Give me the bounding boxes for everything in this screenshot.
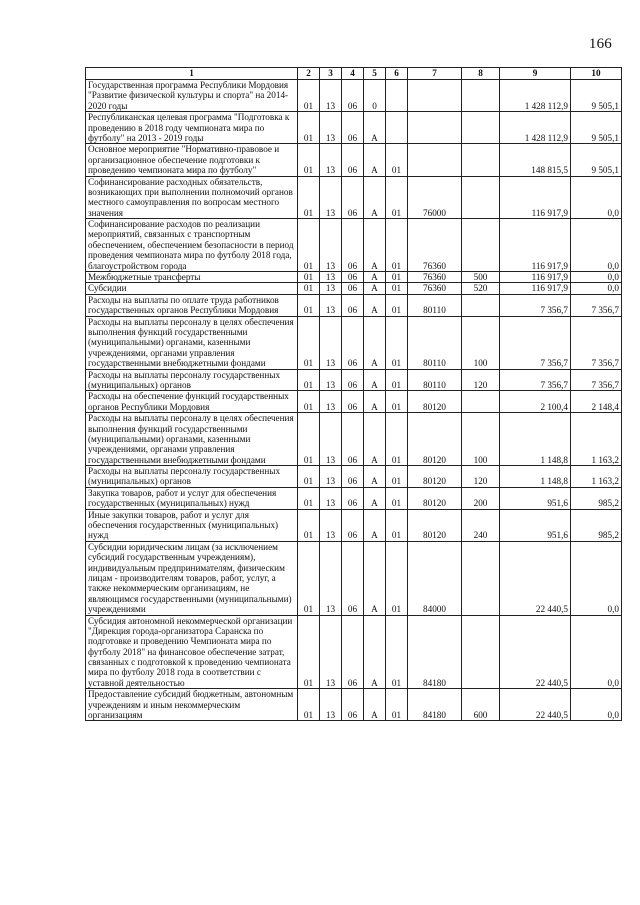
activity-code [386, 80, 408, 112]
expense-type-code [462, 176, 500, 219]
table-row [86, 294, 622, 316]
amount-col9: 116 917,9 [500, 176, 571, 219]
table-row [86, 487, 622, 509]
subsection-code: 13 [320, 219, 342, 272]
amount-col9: 1 428 112,9 [500, 80, 571, 112]
row-description: Расходы на выплаты персоналу государственных (муниципальных) органов [86, 466, 298, 488]
subsection-code: 13 [320, 316, 342, 369]
program-code: 06 [342, 689, 364, 721]
section-code: 01 [298, 541, 320, 615]
table-row [86, 541, 622, 615]
header-row [86, 68, 622, 80]
program-code: 06 [342, 272, 364, 283]
subprogram-code: А [364, 509, 386, 541]
table-row [86, 219, 622, 272]
activity-code: 01 [386, 294, 408, 316]
subprogram-code: А [364, 144, 386, 176]
expense-type-code [462, 144, 500, 176]
expense-type-code [462, 294, 500, 316]
table-row [86, 272, 622, 283]
amount-col10: 0,0 [571, 541, 622, 615]
direction-code: 80110 [408, 294, 462, 316]
subsection-code: 13 [320, 509, 342, 541]
column-header: 10 [571, 68, 622, 80]
subsection-code: 13 [320, 615, 342, 689]
amount-col9: 1 428 112,9 [500, 112, 571, 144]
amount-col10: 985,2 [571, 487, 622, 509]
direction-code: 80110 [408, 369, 462, 391]
expense-type-code [462, 219, 500, 272]
amount-col10: 2 148,4 [571, 391, 622, 413]
budget-table [85, 67, 622, 721]
amount-col10: 0,0 [571, 272, 622, 283]
program-code: 06 [342, 316, 364, 369]
section-code: 01 [298, 176, 320, 219]
program-code: 06 [342, 112, 364, 144]
subsection-code: 13 [320, 283, 342, 294]
amount-col9: 7 356,7 [500, 294, 571, 316]
program-code: 06 [342, 487, 364, 509]
subprogram-code: А [364, 283, 386, 294]
amount-col10: 0,0 [571, 283, 622, 294]
amount-col9: 116 917,9 [500, 219, 571, 272]
subprogram-code: А [364, 219, 386, 272]
activity-code: 01 [386, 369, 408, 391]
section-code: 01 [298, 413, 320, 466]
subsection-code: 13 [320, 487, 342, 509]
section-code: 01 [298, 294, 320, 316]
subsection-code: 13 [320, 176, 342, 219]
amount-col10: 0,0 [571, 689, 622, 721]
subprogram-code: А [364, 541, 386, 615]
program-code: 06 [342, 80, 364, 112]
section-code: 01 [298, 509, 320, 541]
activity-code: 01 [386, 413, 408, 466]
program-code: 06 [342, 541, 364, 615]
direction-code: 80120 [408, 466, 462, 488]
amount-col10: 7 356,7 [571, 316, 622, 369]
subsection-code: 13 [320, 144, 342, 176]
section-code: 01 [298, 689, 320, 721]
amount-col10: 0,0 [571, 176, 622, 219]
direction-code: 80110 [408, 316, 462, 369]
table-row [86, 615, 622, 689]
program-code: 06 [342, 176, 364, 219]
table-row [86, 176, 622, 219]
subsection-code: 13 [320, 112, 342, 144]
section-code: 01 [298, 283, 320, 294]
amount-col10: 9 505,1 [571, 112, 622, 144]
activity-code: 01 [386, 689, 408, 721]
activity-code: 01 [386, 487, 408, 509]
row-description: Республиканская целевая программа "Подготовка к проведению в 2018 году чемпионата мира по футболу" на 2013 - 2019 годы [86, 112, 298, 144]
section-code: 01 [298, 369, 320, 391]
table-row [86, 283, 622, 294]
amount-col9: 116 917,9 [500, 283, 571, 294]
program-code: 06 [342, 294, 364, 316]
section-code: 01 [298, 144, 320, 176]
expense-type-code: 120 [462, 369, 500, 391]
direction-code: 76360 [408, 272, 462, 283]
row-description: Расходы на выплаты по оплате труда работников государственных органов Республики Мордовия [86, 294, 298, 316]
amount-col9: 7 356,7 [500, 316, 571, 369]
row-description: Межбюджетные трансферты [86, 272, 298, 283]
subsection-code: 13 [320, 294, 342, 316]
subprogram-code: А [364, 294, 386, 316]
table-row [86, 112, 622, 144]
activity-code: 01 [386, 615, 408, 689]
expense-type-code [462, 541, 500, 615]
table-row [86, 80, 622, 112]
program-code: 06 [342, 219, 364, 272]
expense-type-code [462, 112, 500, 144]
direction-code: 84180 [408, 689, 462, 721]
subprogram-code: А [364, 112, 386, 144]
subprogram-code: А [364, 369, 386, 391]
amount-col9: 951,6 [500, 487, 571, 509]
activity-code: 01 [386, 466, 408, 488]
program-code: 06 [342, 509, 364, 541]
subprogram-code: А [364, 391, 386, 413]
table-row [86, 369, 622, 391]
activity-code: 01 [386, 391, 408, 413]
subprogram-code: А [364, 466, 386, 488]
row-description: Предоставление субсидий бюджетным, автономным учреждениям и иным некоммерческим организациям [86, 689, 298, 721]
row-description: Государственная программа Республики Мордовия "Развитие физической культуры и спорта" на 2014-2020 годы [86, 80, 298, 112]
section-code: 01 [298, 615, 320, 689]
amount-col10: 7 356,7 [571, 294, 622, 316]
table-body [86, 80, 622, 721]
section-code: 01 [298, 391, 320, 413]
subprogram-code: А [364, 413, 386, 466]
table-row [86, 509, 622, 541]
row-description: Субсидия автономной некоммерческой организации "Дирекция города-организатора Саранска по подготовке и проведению Чемпионата мира по футболу 2018" на финансовое обеспечение затрат, связанных с подготовкой к проведению чемпионата мира по футболу 2018 года в соответствии с уставной деятельностью [86, 615, 298, 689]
section-code: 01 [298, 487, 320, 509]
table-row [86, 466, 622, 488]
row-description: Закупка товаров, работ и услуг для обеспечения государственных (муниципальных) нужд [86, 487, 298, 509]
program-code: 06 [342, 391, 364, 413]
row-description: Софинансирование расходных обязательств, возникающих при выполнении полномочий органов местного самоуправления по вопросам местного значения [86, 176, 298, 219]
amount-col10: 985,2 [571, 509, 622, 541]
column-header: 9 [500, 68, 571, 80]
amount-col10: 9 505,1 [571, 80, 622, 112]
direction-code: 80120 [408, 509, 462, 541]
amount-col9: 116 917,9 [500, 272, 571, 283]
row-description: Расходы на выплаты персоналу в целях обеспечения выполнения функций государственными (муниципальными) органами, казенными учреждениями, органами управления государственными внебюджетными фондами [86, 413, 298, 466]
activity-code: 01 [386, 541, 408, 615]
direction-code: 84180 [408, 615, 462, 689]
subprogram-code: А [364, 487, 386, 509]
expense-type-code: 500 [462, 272, 500, 283]
column-header: 4 [342, 68, 364, 80]
expense-type-code [462, 615, 500, 689]
amount-col10: 0,0 [571, 615, 622, 689]
table-row [86, 316, 622, 369]
section-code: 01 [298, 219, 320, 272]
column-header: 1 [86, 68, 298, 80]
program-code: 06 [342, 144, 364, 176]
direction-code [408, 112, 462, 144]
amount-col9: 148 815,5 [500, 144, 571, 176]
column-header: 7 [408, 68, 462, 80]
program-code: 06 [342, 369, 364, 391]
amount-col10: 1 163,2 [571, 413, 622, 466]
program-code: 06 [342, 283, 364, 294]
row-description: Расходы на выплаты персоналу государственных (муниципальных) органов [86, 369, 298, 391]
activity-code: 01 [386, 144, 408, 176]
expense-type-code: 600 [462, 689, 500, 721]
program-code: 06 [342, 413, 364, 466]
row-description: Основное мероприятие "Нормативно-правовое и организационное обеспечение подготовки к проведению чемпионата мира по футболу" [86, 144, 298, 176]
amount-col10: 7 356,7 [571, 369, 622, 391]
expense-type-code: 100 [462, 316, 500, 369]
activity-code: 01 [386, 219, 408, 272]
row-description: Расходы на выплаты персоналу в целях обеспечения выполнения функций государственными (муниципальными) органами, казенными учреждениями, органами управления государственными внебюджетными фондами [86, 316, 298, 369]
section-code: 01 [298, 316, 320, 369]
subsection-code: 13 [320, 369, 342, 391]
direction-code [408, 144, 462, 176]
activity-code: 01 [386, 316, 408, 369]
amount-col10: 1 163,2 [571, 466, 622, 488]
table-row [86, 689, 622, 721]
section-code: 01 [298, 466, 320, 488]
column-header: 2 [298, 68, 320, 80]
table-row [86, 413, 622, 466]
row-description: Иные закупки товаров, работ и услуг для обеспечения государственных (муниципальных) нужд [86, 509, 298, 541]
section-code: 01 [298, 272, 320, 283]
subsection-code: 13 [320, 391, 342, 413]
amount-col9: 22 440,5 [500, 541, 571, 615]
expense-type-code: 240 [462, 509, 500, 541]
amount-col9: 22 440,5 [500, 689, 571, 721]
row-description: Субсидии [86, 283, 298, 294]
amount-col9: 7 356,7 [500, 369, 571, 391]
column-header: 5 [364, 68, 386, 80]
row-description: Расходы на обеспечение функций государственных органов Республики Мордовия [86, 391, 298, 413]
subprogram-code: А [364, 316, 386, 369]
direction-code [408, 80, 462, 112]
direction-code: 76360 [408, 219, 462, 272]
expense-type-code [462, 391, 500, 413]
row-description: Софинансирование расходов по реализации мероприятий, связанных с транспортным обеспечением, обеспечением безопасности в период проведения чемпионата мира по футболу 2018 года, благоустройством города [86, 219, 298, 272]
activity-code: 01 [386, 283, 408, 294]
column-header: 6 [386, 68, 408, 80]
row-description: Субсидии юридическим лицам (за исключением субсидий государственным учреждениям), индивидуальным предпринимателям, физическим лицам - производителям товаров, работ, услуг, а также некоммерческим организациям, не являющимся государственными (муниципальными) учреждениями [86, 541, 298, 615]
amount-col10: 0,0 [571, 219, 622, 272]
subsection-code: 13 [320, 413, 342, 466]
expense-type-code: 520 [462, 283, 500, 294]
direction-code: 80120 [408, 487, 462, 509]
direction-code: 80120 [408, 391, 462, 413]
section-code: 01 [298, 112, 320, 144]
direction-code: 80120 [408, 413, 462, 466]
amount-col9: 2 100,4 [500, 391, 571, 413]
expense-type-code: 200 [462, 487, 500, 509]
direction-code: 84000 [408, 541, 462, 615]
program-code: 06 [342, 466, 364, 488]
subsection-code: 13 [320, 80, 342, 112]
activity-code: 01 [386, 509, 408, 541]
program-code: 06 [342, 615, 364, 689]
amount-col9: 1 148,8 [500, 413, 571, 466]
amount-col9: 22 440,5 [500, 615, 571, 689]
expense-type-code: 100 [462, 413, 500, 466]
activity-code: 01 [386, 272, 408, 283]
table-row [86, 391, 622, 413]
direction-code: 76000 [408, 176, 462, 219]
section-code: 01 [298, 80, 320, 112]
expense-type-code [462, 80, 500, 112]
subprogram-code: А [364, 689, 386, 721]
amount-col9: 1 148,8 [500, 466, 571, 488]
page-number: 166 [588, 36, 612, 52]
column-header: 3 [320, 68, 342, 80]
subprogram-code: А [364, 176, 386, 219]
activity-code: 01 [386, 176, 408, 219]
subprogram-code: А [364, 272, 386, 283]
table-row [86, 144, 622, 176]
column-header: 8 [462, 68, 500, 80]
expense-type-code: 120 [462, 466, 500, 488]
subsection-code: 13 [320, 689, 342, 721]
subprogram-code: 0 [364, 80, 386, 112]
subsection-code: 13 [320, 272, 342, 283]
subprogram-code: А [364, 615, 386, 689]
amount-col9: 951,6 [500, 509, 571, 541]
activity-code [386, 112, 408, 144]
subsection-code: 13 [320, 541, 342, 615]
subsection-code: 13 [320, 466, 342, 488]
amount-col10: 9 505,1 [571, 144, 622, 176]
direction-code: 76360 [408, 283, 462, 294]
